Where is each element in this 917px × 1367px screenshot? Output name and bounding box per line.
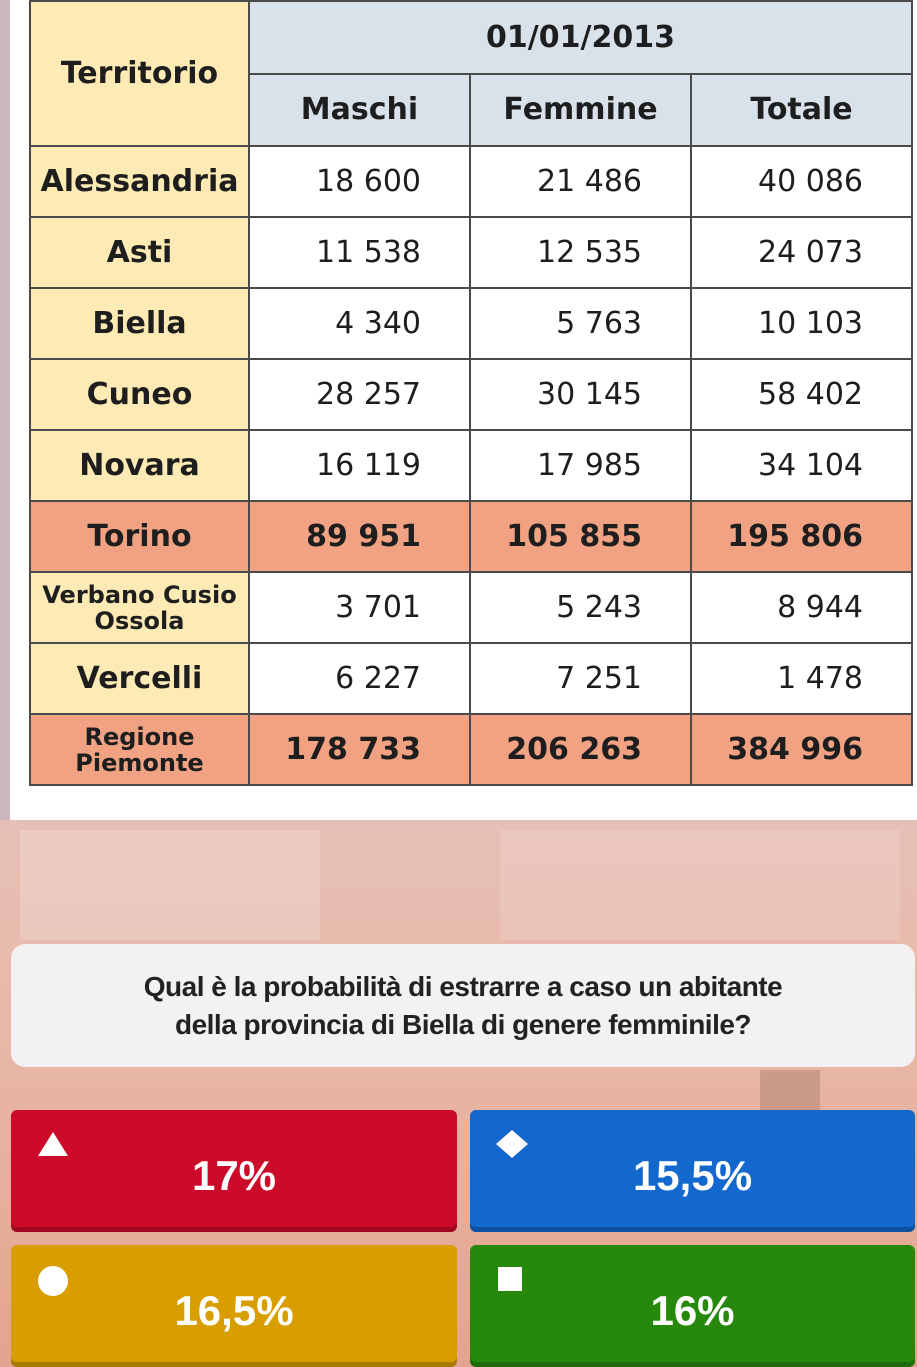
table-row (30, 572, 912, 643)
table-row (30, 643, 912, 714)
column-header-totale: Totale (691, 74, 912, 147)
table-row-highlighted (30, 501, 912, 572)
territory-name: Vercelli (30, 643, 249, 714)
table-row (30, 217, 912, 288)
question-image-panel (10, 0, 917, 820)
table-row (30, 359, 912, 430)
square-icon (494, 1263, 526, 1295)
cell-totale: 40 086 (691, 146, 912, 217)
cell-maschi: 6 227 (249, 643, 470, 714)
cell-femmine: 5 243 (470, 572, 691, 643)
background-decoration (760, 1070, 820, 1110)
territory-name: Cuneo (30, 359, 249, 430)
diamond-icon (494, 1128, 530, 1160)
cell-femmine: 105 855 (470, 501, 691, 572)
cell-totale: 10 103 (691, 288, 912, 359)
answer-label: 17% (191, 1152, 277, 1199)
cell-femmine: 17 985 (470, 430, 691, 501)
answer-button-green[interactable] (470, 1245, 915, 1367)
cell-totale: 34 104 (691, 430, 912, 501)
question-card (11, 944, 915, 1067)
territory-name (30, 572, 249, 643)
cell-femmine: 21 486 (470, 146, 691, 217)
cell-femmine: 30 145 (470, 359, 691, 430)
answer-label: 16% (650, 1287, 735, 1334)
cell-femmine: 12 535 (470, 217, 691, 288)
territory-name-line2: Ossola (94, 606, 185, 635)
cell-maschi: 28 257 (249, 359, 470, 430)
table-row (30, 288, 912, 359)
cell-maschi: 4 340 (249, 288, 470, 359)
territory-name: Torino (30, 501, 249, 572)
question-line: della provincia di Biella di genere femminile? (174, 1008, 752, 1040)
table-row-highlighted (30, 714, 912, 785)
cell-maschi: 3 701 (249, 572, 470, 643)
cell-totale: 384 996 (691, 714, 912, 785)
column-header-femmine: Femmine (470, 74, 691, 147)
cell-maschi: 89 951 (249, 501, 470, 572)
cell-maschi: 16 119 (249, 430, 470, 501)
territory-name: Asti (30, 217, 249, 288)
territory-name (30, 714, 249, 785)
answer-label: 15,5% (632, 1152, 753, 1199)
territory-name-line1: Verbano Cusio (42, 580, 237, 609)
answer-button-red[interactable] (11, 1110, 457, 1232)
circle-icon (35, 1263, 71, 1299)
table-row (30, 430, 912, 501)
territory-header: Territorio (30, 1, 249, 146)
cell-femmine: 7 251 (470, 643, 691, 714)
answer-label: 16,5% (174, 1287, 294, 1334)
cell-femmine: 5 763 (470, 288, 691, 359)
background-decoration (500, 830, 900, 940)
territory-name: Novara (30, 430, 249, 501)
territory-name: Alessandria (30, 146, 249, 217)
answer-button-blue[interactable] (470, 1110, 915, 1232)
territory-name-line1: Regione (84, 722, 195, 751)
table-row (30, 146, 912, 217)
column-header-maschi: Maschi (249, 74, 470, 147)
triangle-icon (35, 1128, 71, 1160)
territory-name-line2: Piemonte (75, 748, 204, 777)
cell-maschi: 178 733 (249, 714, 470, 785)
territory-name: Biella (30, 288, 249, 359)
question-text (144, 968, 782, 1044)
cell-totale: 24 073 (691, 217, 912, 288)
cell-totale: 1 478 (691, 643, 912, 714)
answer-button-yellow[interactable] (11, 1245, 457, 1367)
question-line: Qual è la probabilità di estrarre a caso un abitante (143, 970, 783, 1002)
cell-totale: 58 402 (691, 359, 912, 430)
cell-maschi: 18 600 (249, 146, 470, 217)
population-table (29, 0, 913, 786)
cell-femmine: 206 263 (470, 714, 691, 785)
cell-totale: 195 806 (691, 501, 912, 572)
cell-totale: 8 944 (691, 572, 912, 643)
cell-maschi: 11 538 (249, 217, 470, 288)
background-decoration (20, 830, 320, 940)
date-header: 01/01/2013 (249, 1, 912, 74)
